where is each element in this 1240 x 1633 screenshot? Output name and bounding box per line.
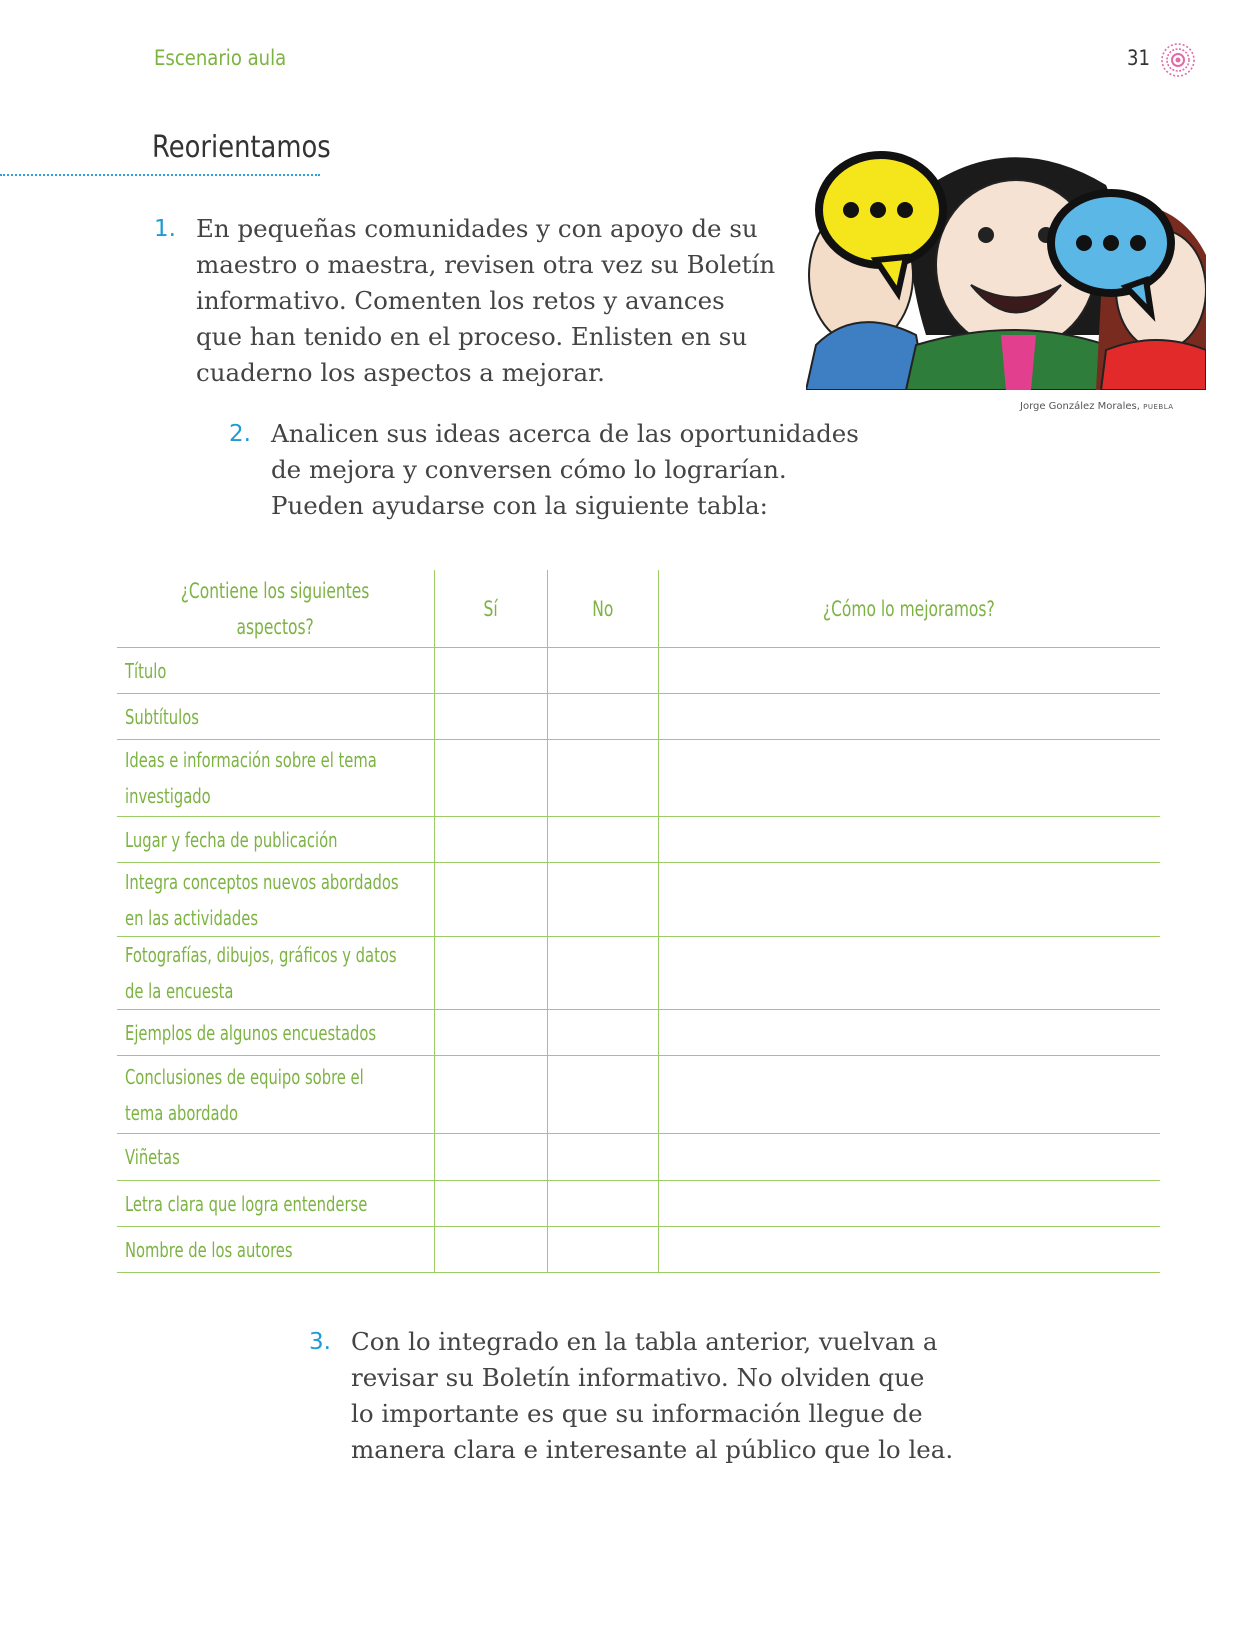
activity-line: informativo. Comenten los retos y avances [196,286,725,315]
aspect-label: Conclusiones de equipo sobre el tema abordado [117,1056,434,1134]
yes-cell[interactable] [434,863,547,937]
aspect-label: Título [117,648,434,694]
improve-cell[interactable] [658,740,1160,817]
yes-cell[interactable] [434,1181,547,1227]
activity-line: que han tenido en el proceso. Enlisten en su [196,322,748,351]
no-cell[interactable] [547,1010,658,1056]
activity-line: Pueden ayudarse con la siguiente tabla: [271,491,768,520]
aspect-label: Nombre de los autores [117,1227,434,1273]
no-cell[interactable] [547,694,658,740]
improve-cell[interactable] [658,694,1160,740]
yes-cell[interactable] [434,740,547,817]
improve-cell[interactable] [658,1056,1160,1134]
activity-line: Con lo integrado en la tabla anterior, vuelvan a [351,1327,938,1356]
credit-name: Jorge González Morales, [1020,401,1140,412]
header-aspects: ¿Contiene los siguientes aspectos? [117,570,434,648]
improve-cell[interactable] [658,863,1160,937]
no-cell[interactable] [547,648,658,694]
header-improve: ¿Cómo lo mejoramos? [658,570,1160,648]
activity-2 [229,416,911,524]
yes-cell[interactable] [434,937,547,1010]
table-row [117,1134,1160,1181]
activity-number: 3. [309,1329,331,1355]
aspects-table [117,570,1160,1273]
activity-line: cuaderno los aspectos a mejorar. [196,358,605,387]
aspect-label: Ejemplos de algunos encuestados [117,1010,434,1056]
yes-cell[interactable] [434,648,547,694]
yes-cell[interactable] [434,1056,547,1134]
illustration-credit [1020,401,1174,412]
aspect-label: Ideas e información sobre el tema investigado [117,740,434,817]
activity-3 [309,1324,991,1468]
improve-cell[interactable] [658,937,1160,1010]
no-cell[interactable] [547,1227,658,1273]
header-yes: Sí [434,570,547,648]
page-number: 31 [1127,46,1150,70]
activity-line: manera clara e interesante al público que lo lea. [351,1435,954,1464]
table-row [117,817,1160,863]
improve-cell[interactable] [658,1010,1160,1056]
activity-line: En pequeñas comunidades y con apoyo de su [196,214,758,243]
yes-cell[interactable] [434,817,547,863]
table-row [117,1227,1160,1273]
no-cell[interactable] [547,740,658,817]
improve-cell[interactable] [658,1181,1160,1227]
activity-line: lo importante es que su información llegue de [351,1399,923,1428]
no-cell[interactable] [547,1056,658,1134]
yes-cell[interactable] [434,1227,547,1273]
no-cell[interactable] [547,863,658,937]
table-row [117,1181,1160,1227]
improve-cell[interactable] [658,1134,1160,1181]
aspect-label: Letra clara que logra entenderse [117,1181,434,1227]
activity-1 [154,211,796,391]
no-cell[interactable] [547,817,658,863]
section-title: Reorientamos [152,130,331,165]
aspect-label: Fotografías, dibujos, gráficos y datos de la encuesta [117,937,434,1010]
target-circle-icon [1160,42,1196,78]
table-row [117,648,1160,694]
aspect-label: Subtítulos [117,694,434,740]
table-row [117,1010,1160,1056]
activity-line: Analicen sus ideas acerca de las oportunidades [271,419,859,448]
aspect-label: Lugar y fecha de publicación [117,817,434,863]
activity-number: 2. [229,421,251,447]
improve-cell[interactable] [658,1227,1160,1273]
activity-line: maestro o maestra, revisen otra vez su Boletín [196,250,776,279]
aspect-label: Viñetas [117,1134,434,1181]
table-header-row [117,570,1160,648]
credit-state: PUEBLA [1143,403,1174,411]
activity-number: 1. [154,216,176,242]
table-row [117,863,1160,937]
children-illustration [806,135,1206,390]
aspect-label: Integra conceptos nuevos abordados en las actividades [117,863,434,937]
table-row [117,694,1160,740]
table-row [117,1056,1160,1134]
improve-cell[interactable] [658,648,1160,694]
yes-cell[interactable] [434,694,547,740]
table-row [117,937,1160,1010]
no-cell[interactable] [547,1134,658,1181]
no-cell[interactable] [547,937,658,1010]
improve-cell[interactable] [658,817,1160,863]
yes-cell[interactable] [434,1134,547,1181]
activity-line: de mejora y conversen cómo lo lograrían. [271,455,787,484]
header-no: No [547,570,658,648]
yes-cell[interactable] [434,1010,547,1056]
table-row [117,740,1160,817]
no-cell[interactable] [547,1181,658,1227]
activity-line: revisar su Boletín informativo. No olviden que [351,1363,925,1392]
title-divider [0,174,320,176]
header-section-label: Escenario aula [154,46,287,70]
